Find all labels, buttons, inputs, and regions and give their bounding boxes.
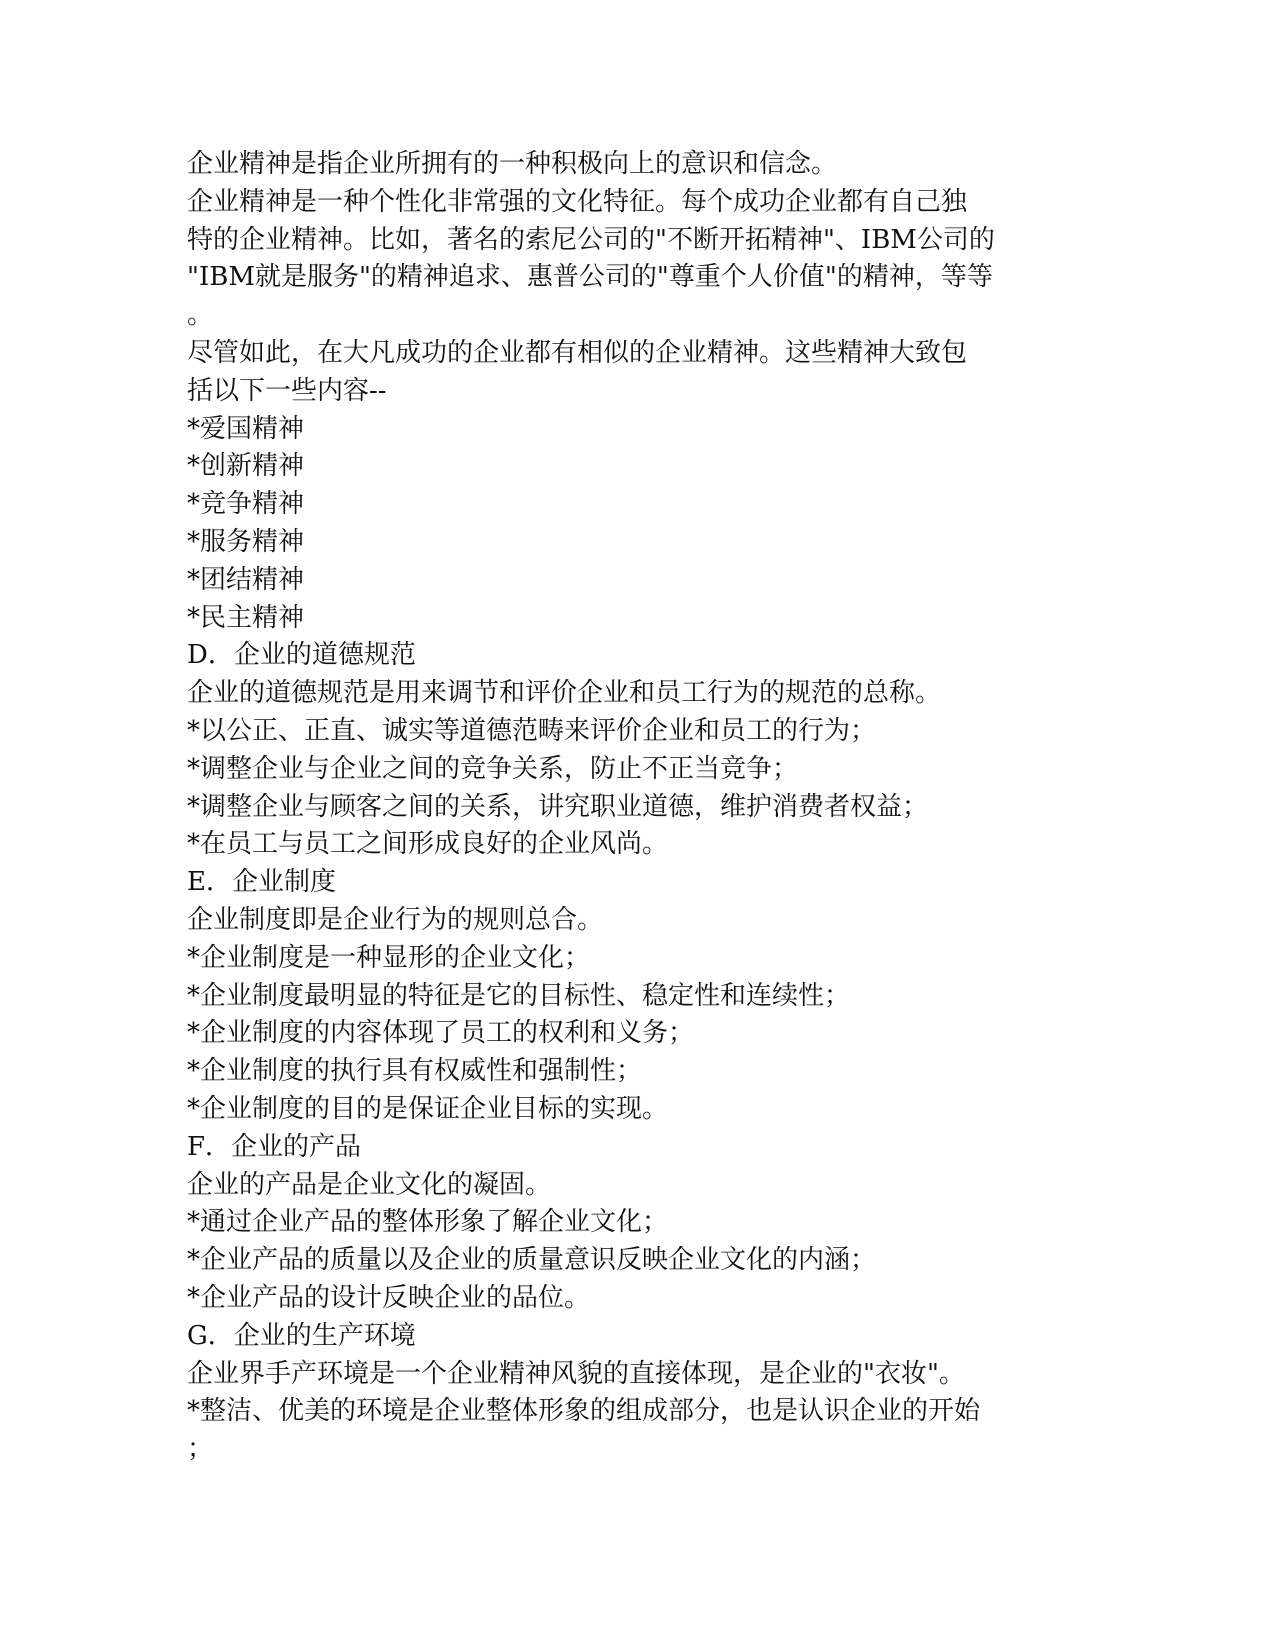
text-line: ；: [187, 1434, 214, 1465]
list-item: *整洁、优美的环境是企业整体形象的组成部分，也是认识企业的开始: [187, 1396, 981, 1427]
text-line: 括以下一些内容--: [187, 375, 387, 406]
list-item: *企业制度的内容体现了员工的权利和义务；: [187, 1018, 695, 1049]
section-heading: E．企业制度: [187, 867, 336, 898]
section-heading: F．企业的产品: [187, 1131, 362, 1162]
text-line: 企业的道德规范是用来调节和评价企业和员工行为的规范的总称。: [187, 678, 942, 709]
document-body: [187, 146, 1067, 1469]
text-line: 企业的产品是企业文化的凝固。: [187, 1169, 552, 1200]
list-item: *通过企业产品的整体形象了解企业文化；: [187, 1207, 669, 1238]
list-item: *企业制度最明显的特征是它的目标性、稳定性和连续性；: [187, 980, 851, 1011]
list-item: *调整企业与企业之间的竞争关系，防止不正当竞争；: [187, 753, 799, 784]
text-line: 企业界手产环境是一个企业精神风貌的直接体现，是企业的"衣妆"。: [187, 1358, 965, 1389]
list-item: *创新精神: [187, 451, 305, 482]
text-line: 尽管如此，在大凡成功的企业都有相似的企业精神。这些精神大致包: [187, 337, 968, 368]
text-line: 企业精神是一种个性化非常强的文化特征。每个成功企业都有自己独: [187, 186, 968, 217]
list-item: *爱国精神: [187, 413, 305, 444]
list-item: *服务精神: [187, 526, 305, 557]
list-item: *企业制度的执行具有权威性和强制性；: [187, 1056, 643, 1087]
list-item: *民主精神: [187, 602, 305, 633]
section-heading: D．企业的道德规范: [187, 640, 416, 671]
list-item: *调整企业与顾客之间的关系，讲究职业道德，维护消费者权益；: [187, 791, 929, 822]
text-line: 特的企业精神。比如，著名的索尼公司的"不断开拓精神"、IBM公司的: [187, 224, 995, 255]
text-line: 。: [187, 300, 214, 331]
list-item: *企业制度是一种显形的企业文化；: [187, 942, 591, 973]
section-heading: G．企业的生产环境: [187, 1320, 416, 1351]
list-item: *企业制度的目的是保证企业目标的实现。: [187, 1093, 669, 1124]
list-item: *以公正、正直、诚实等道德范畴来评价企业和员工的行为；: [187, 715, 877, 746]
text-line: 企业制度即是企业行为的规则总合。: [187, 904, 604, 935]
list-item: *团结精神: [187, 564, 305, 595]
list-item: *在员工与员工之间形成良好的企业风尚。: [187, 829, 669, 860]
list-item: *企业产品的设计反映企业的品位。: [187, 1282, 591, 1313]
text-line: 企业精神是指企业所拥有的一种积极向上的意识和信念。: [187, 149, 838, 179]
list-item: *企业产品的质量以及企业的质量意识反映企业文化的内涵；: [187, 1245, 877, 1276]
text-line: "IBM就是服务"的精神追求、惠普公司的"尊重个人价值"的精神，等等: [187, 262, 993, 293]
list-item: *竞争精神: [187, 489, 305, 520]
